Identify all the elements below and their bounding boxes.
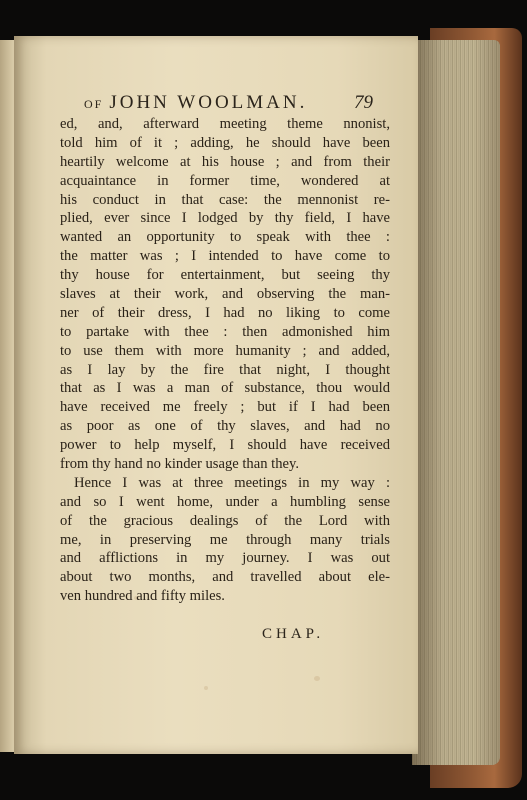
text-line: and afflictions in my journey. I was out — [60, 550, 390, 567]
text-line: ed, and, afterward meeting theme nnonist, — [60, 116, 390, 132]
text-line: acquaintance in former time, wondered at — [60, 172, 390, 189]
text-line: ner of their dress, I had no liking to come — [60, 304, 390, 321]
text-line: the matter was ; I intended to have come to — [60, 248, 390, 265]
text-line: as I lay by the fire that night, I thought — [60, 361, 390, 378]
text-line: Hence I was at three meetings in my way : — [74, 474, 390, 491]
text-line: about two months, and travelled about ele- — [60, 569, 390, 586]
text-line: slaves at their work, and observing the man- — [60, 286, 390, 303]
text-line: thy house for entertainment, but seeing thy — [60, 267, 390, 284]
page-header — [14, 88, 418, 118]
text-line: have received me freely ; but if I had been — [60, 399, 390, 416]
text-line: to use them with more humanity ; and added, — [60, 342, 390, 359]
text-line: ven hundred and fifty miles. — [60, 588, 225, 605]
text-line: me, in preserving me through many trials — [60, 531, 390, 548]
text-line: heartily welcome at his house ; and from their — [60, 153, 390, 170]
catchword: CHAP. — [262, 626, 325, 642]
text-line: of the gracious dealings of the Lord with — [60, 512, 390, 529]
text-line: told him of it ; adding, he should have been — [60, 134, 390, 151]
text-line: and so I went home, under a humbling sense — [60, 493, 390, 510]
text-line: his conduct in that case: the mennonist re- — [60, 191, 390, 208]
text-line: plied, ever since I lodged by thy field, I have — [60, 210, 390, 227]
foxing-spot — [314, 676, 320, 681]
text-line: that as I was a man of substance, thou would — [60, 380, 390, 397]
text-line: from thy hand no kinder usage than they. — [60, 456, 299, 473]
page-number: 79 — [354, 92, 373, 113]
running-head — [84, 92, 307, 114]
text-line: wanted an opportunity to speak with thee : — [60, 229, 390, 246]
text-line: power to help myself, I should have received — [60, 437, 390, 454]
running-head-title: JOHN WOOLMAN. — [109, 92, 308, 113]
text-line: to partake with thee : then admonished him — [60, 323, 390, 340]
fore-edge-shadow — [412, 40, 500, 765]
foxing-spot — [204, 686, 208, 690]
body-text — [60, 115, 390, 606]
book-page — [14, 36, 418, 754]
running-head-of: OF — [84, 97, 104, 111]
text-line: as poor as one of thy slaves, and had no — [60, 418, 390, 435]
